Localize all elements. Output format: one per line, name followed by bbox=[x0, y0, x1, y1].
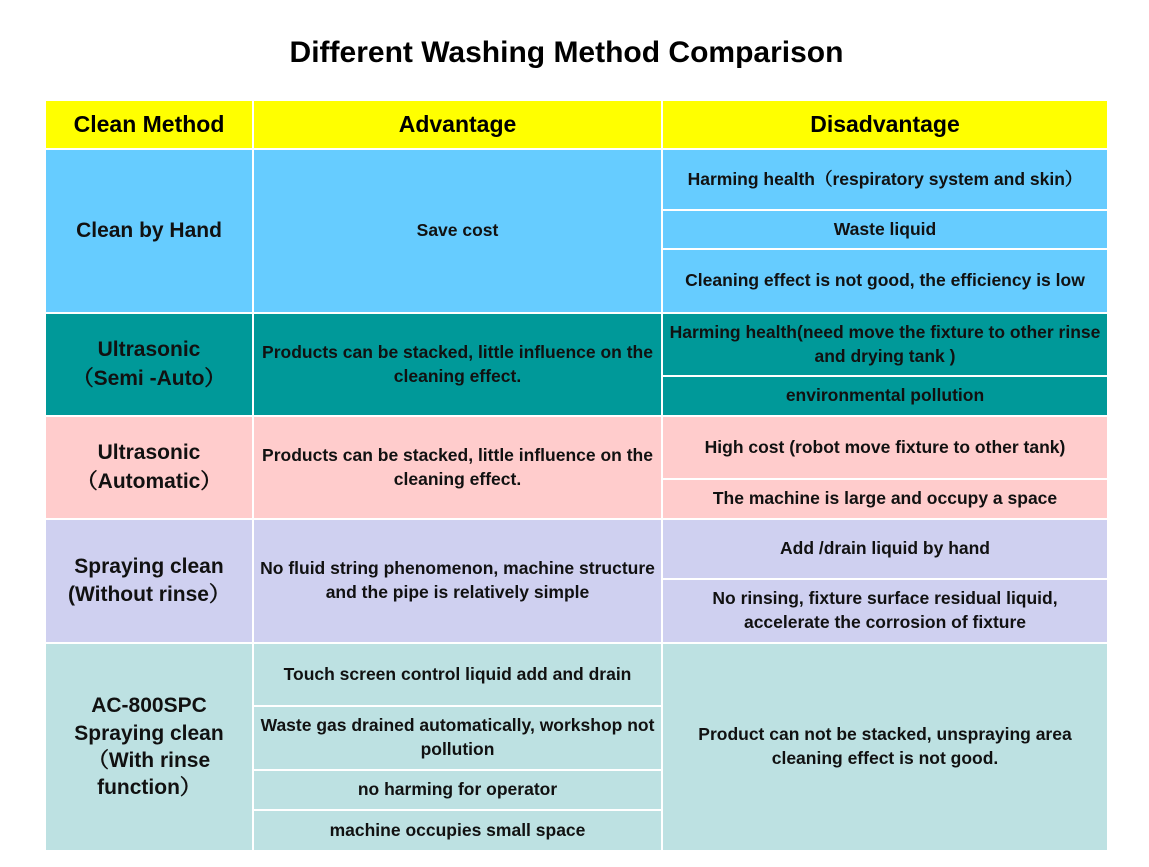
disadvantage-cell: environmental pollution bbox=[663, 377, 1107, 415]
disadvantage-cell: The machine is large and occupy a space bbox=[663, 480, 1107, 518]
method-spraying-without-rinse bbox=[46, 520, 252, 642]
header-clean-method: Clean Method bbox=[46, 101, 252, 148]
disadvantage-cell: Add /drain liquid by hand bbox=[663, 520, 1107, 578]
disadvantage-cell: Cleaning effect is not good, the efficiency is low bbox=[663, 250, 1107, 312]
advantage-cell: Products can be stacked, little influence on the cleaning effect. bbox=[254, 417, 661, 518]
method-line: function） bbox=[97, 776, 201, 800]
method-clean-by-hand bbox=[46, 150, 252, 312]
method-line: （Automatic） bbox=[76, 469, 222, 493]
method-ac-800spc bbox=[46, 644, 252, 850]
method-ultrasonic-automatic bbox=[46, 417, 252, 518]
advantage-cell: Save cost bbox=[254, 150, 661, 312]
method-ultrasonic-semi-auto bbox=[46, 314, 252, 415]
advantage-cell: No fluid string phenomenon, machine structure and the pipe is relatively simple bbox=[254, 520, 661, 642]
advantage-cell: Waste gas drained automatically, workshop not pollution bbox=[254, 707, 661, 769]
header-advantage: Advantage bbox=[254, 101, 661, 148]
advantage-cell: no harming for operator bbox=[254, 771, 661, 809]
advantage-cell: Products can be stacked, little influence on the cleaning effect. bbox=[254, 314, 661, 415]
header-disadvantage: Disadvantage bbox=[663, 101, 1107, 148]
method-line: Spraying clean bbox=[74, 554, 224, 578]
method-line: （Semi -Auto） bbox=[72, 366, 226, 390]
disadvantage-cell: Harming health(need move the fixture to other rinse and drying tank ) bbox=[663, 314, 1107, 375]
advantage-cell: machine occupies small space bbox=[254, 811, 661, 850]
method-line: Ultrasonic bbox=[97, 441, 201, 465]
disadvantage-cell: No rinsing, fixture surface residual liquid, accelerate the corrosion of fixture bbox=[663, 580, 1107, 642]
method-line: Ultrasonic bbox=[97, 338, 201, 362]
method-line: (Without rinse） bbox=[68, 583, 230, 606]
method-line: （With rinse bbox=[87, 749, 211, 772]
disadvantage-cell: High cost (robot move fixture to other tank) bbox=[663, 417, 1107, 478]
disadvantage-cell: Waste liquid bbox=[663, 211, 1107, 248]
disadvantage-cell: Product can not be stacked, unspraying area cleaning effect is not good. bbox=[663, 644, 1107, 850]
method-line: Clean by Hand bbox=[76, 218, 222, 242]
page-title: Different Washing Method Comparison bbox=[289, 36, 844, 69]
method-line: Spraying clean bbox=[74, 721, 224, 745]
comparison-table bbox=[46, 101, 1103, 840]
advantage-cell: Touch screen control liquid add and drain bbox=[254, 644, 661, 705]
disadvantage-cell: Harming health（respiratory system and skin） bbox=[663, 150, 1107, 209]
method-line: AC-800SPC bbox=[91, 694, 207, 718]
